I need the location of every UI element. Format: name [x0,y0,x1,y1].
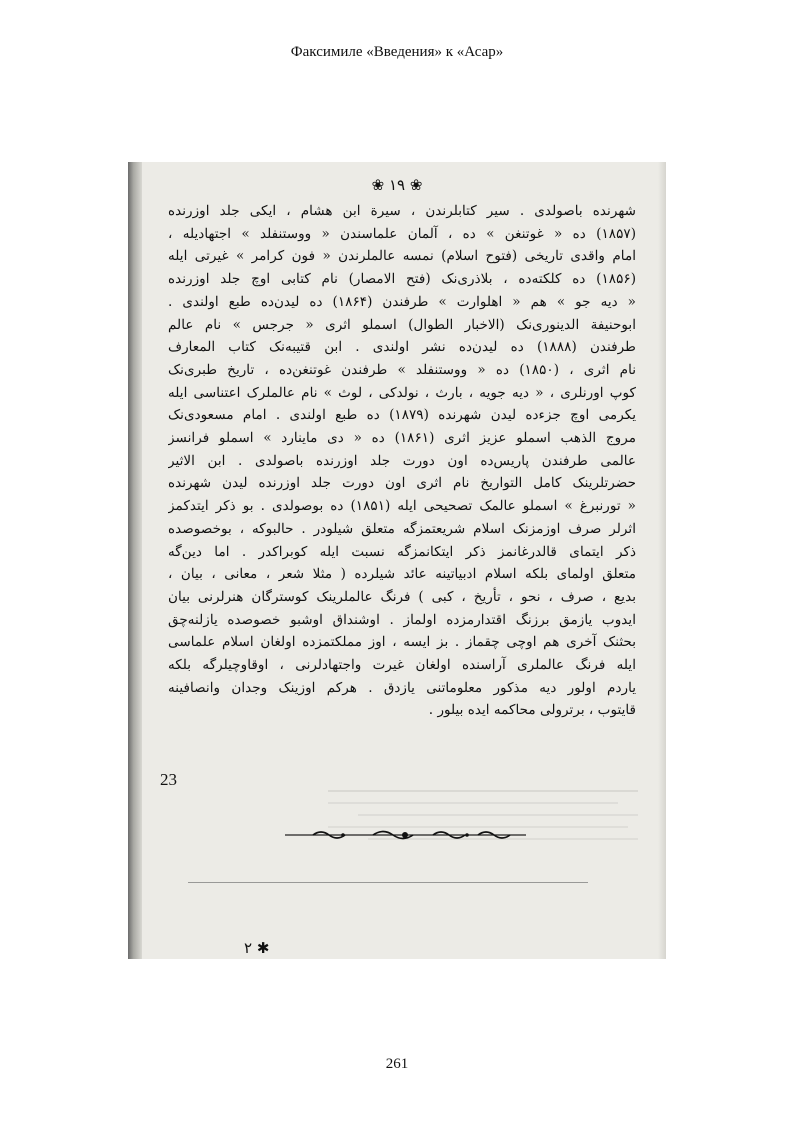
text-line: طرفندن (۱۸۸۸) ده لیدن‌ده نشر اولندی . ابن قتیبه‌نک کتاب المعارف [168,339,636,356]
text-line: ایله فرنگ عالملری آراسنده اولغان غیرت واجتهادلرنی ، اوقاوچیلرگه بلکه [168,657,636,674]
running-header: Факсимиле «Введения» к «Асар» [290,44,504,60]
text-line: یاردم اولور دیه مذکور معلوماتنی یازدق . هرکم اوزینک وجدان وانصافینه [168,679,636,696]
text-line: (۱۸۵۶) ده کلکته‌ده ، بلاذری‌نک (فتح الامصار) نام کتابی اوچ جلد اوزرنده [168,271,636,288]
page-number: 261 [385,1056,409,1072]
ornament-left-icon: ❀ [371,176,385,194]
scan-right-edge [658,162,666,959]
ornament-right-icon: ❀ [409,176,423,194]
text-line: مروج الذهب اسملو عزیز اثری (۱۸۶۱) ده « دی ماینارد » اسملو فرانسز [168,430,636,447]
text-line: ایدوب یازمق برزنگ اقتدارمزده اولماز . اوشنداق اوشبو خصوصده یازلنه‌چق [168,611,636,628]
text-line: ابوحنیفة الدینوری‌نک (الاخبار الطوال) اسملو اثری « جرجس » نام عالم [168,316,636,333]
footnote-rule [188,882,588,883]
text-line: « تورنبرغ » اسملو عالمک تصحیحی ایله (۱۸۵۱) ده بوصولدی . بو ذکر ایتدکمز [168,498,636,515]
facsimile-scan [128,162,666,959]
text-line: شهرنده باصولدی . سیر کتابلرندن ، سیرة ابن هشام ، ایکی جلد اوزرنده [168,203,636,219]
text-line: ذکر ایتمای قالدرغانمز ذکر ایتکانمزگه نسبت ایله کوبراکدر . اما دین‌گه [168,543,636,560]
original-page-marker: 23 [160,770,177,789]
text-line: متعلق اولمای بلکه اسلام ادبیاتینه عائد شیلرده ( مثلا شعر ، معانی ، بیان ، [168,566,636,583]
text-line: بحثنک آخری هم اوچی چقماز . بز ایسه ، اوز مملکتمزده اولغان اسلام علماسی [168,634,636,651]
ornamental-divider [283,828,528,842]
scan-body-text [168,200,636,722]
scan-page-number: ۱۹ [388,176,406,194]
text-line: اثرلر صرف اوزمزنک اسلام شریعتمزگه متعلق شیلودر . حالبوکه ، بوخصوصده [168,520,636,537]
scan-binding-shadow [128,162,142,959]
text-line: یکرمی اوچ جزءده لیدن شهرنده (۱۸۷۹) ده طبع اولندی . امام مسعودی‌نک [168,407,636,424]
text-line: کوپ اورنلری ، « دیه جویه ، بارث ، نولدکی ، لوث » نام عالملرک اعتناسی ایله [168,384,636,401]
printer-signature: ۲ ✱ [244,939,270,957]
text-line: نام اثری ، (۱۸۵۰) ده « ووستنفلد » طرفندن غوتنغن‌ده ، تاریخ طبری‌نک [168,361,636,378]
text-line: حضرتلرینک کامل التواریخ نام اثری اون دورت جلد اوزرنده لیدن شهرنده [168,475,636,492]
text-line: امام واقدی تاریخی (فتوح اسلام) نمسه عالملرندن « فون کرامر » غیرتی ایله [168,248,636,265]
text-line: بدیع ، صرف ، نحو ، تأریخ ، کبی ) فرنگ عالملرینک کوسترگان هنرلرنی بیان [168,588,636,605]
text-line: عالمی طرفندن پاریس‌ده اون دورت جلد اوزرنده باصولدی . ابن الاثیر [168,452,636,469]
text-line: قایتوب ، برترولی محاکمه ایده بیلور . [428,702,636,719]
scan-page-label [128,176,666,194]
text-line: « دیه جو » هم « اهلوارت » طرفندن (۱۸۶۴) ده لیدن‌ده طبع اولندی . [168,293,636,310]
text-line: (۱۸۵۷) ده « غوتنغن » ده ، آلمان علماسندن « ووستنفلد » اجتهادیله ، [168,225,636,242]
